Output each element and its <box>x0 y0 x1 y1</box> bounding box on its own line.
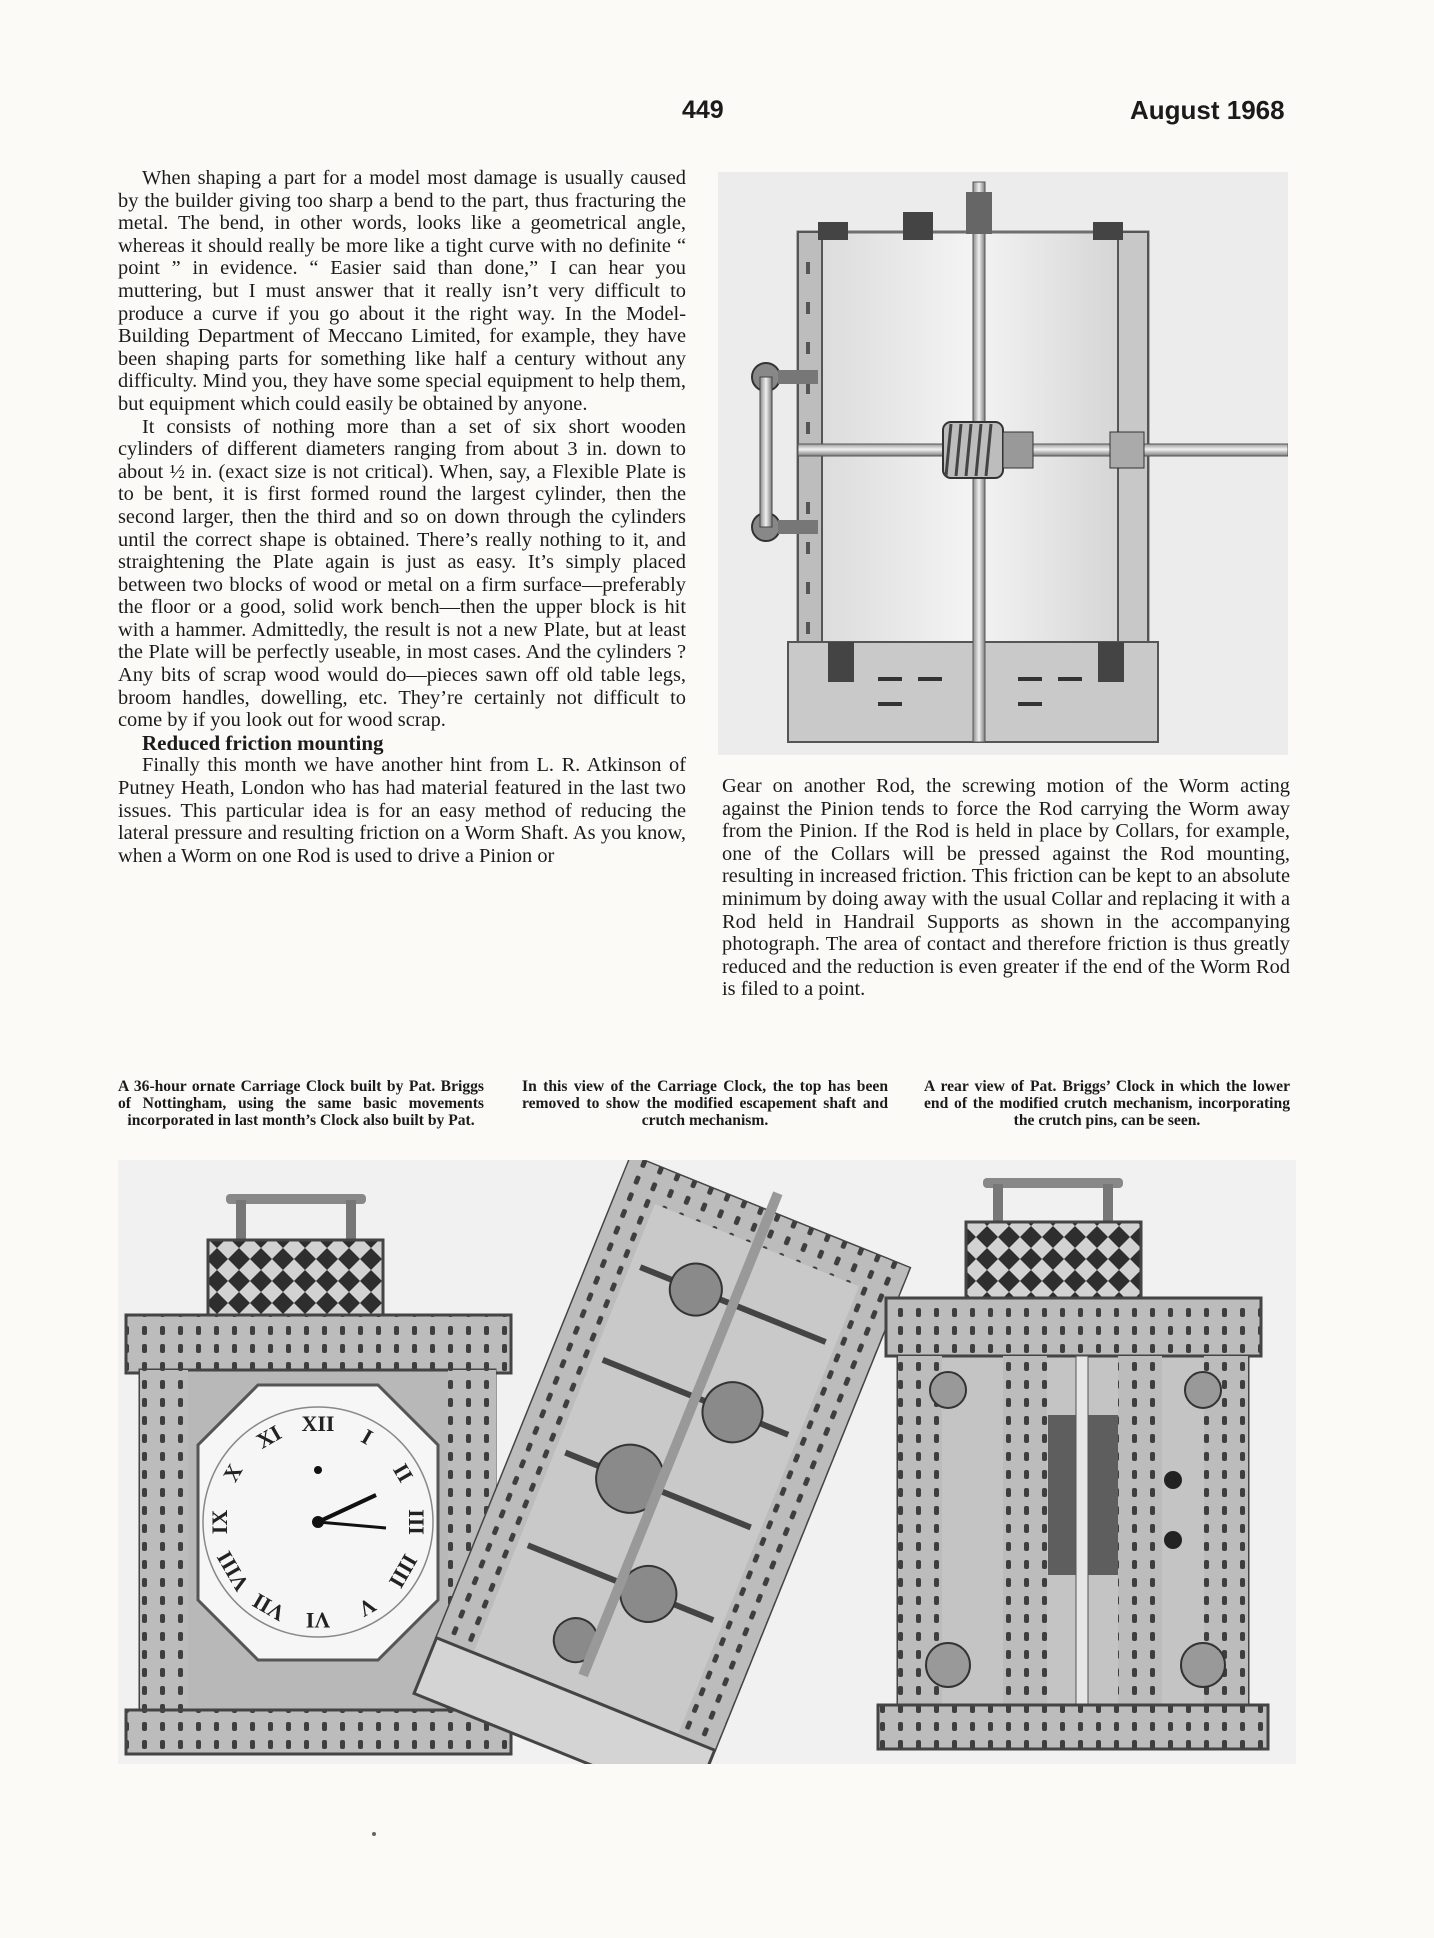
issue-date: August 1968 <box>1130 95 1285 125</box>
caption-carriage-clock-front: A 36-hour ornate Carriage Clock built by Pat. Briggs of Nottingham, using the same basic movements incorporated in last month’s Clock also built by Pat. <box>118 1078 484 1129</box>
photo-worm-shaft-mounting <box>718 172 1288 755</box>
photo-carriage-clock-views <box>118 1160 1296 1764</box>
subheading-reduced-friction: Reduced friction mounting <box>142 730 384 755</box>
clock-numeral: I <box>357 1423 378 1450</box>
clock-numeral: VIII <box>211 1546 254 1596</box>
clock-numeral: IX <box>207 1509 232 1535</box>
paragraph-shaping: When shaping a part for a model most damage is usually caused by the builder giving too sharp a bend to the part, thus fracturing the metal. The bend, in other words, looks like a geometrical angle, whereas it should really be more like a tight curve with no definite “ point ” in evidence. “ Easier said than done,” I can hear you muttering, but I must answer that it really isn’t very difficult to produce a curve if you go about it the right way. In the Model-Building Department of Meccano Limited, for example, they have been shaping parts for something like half a century without any difficulty. Mind you, they have some special equipment to help them, but equipment which could easily be obtained by anyone. <box>118 167 686 415</box>
clock-numeral: VI <box>305 1608 331 1633</box>
clock-numeral: X <box>217 1459 248 1486</box>
clock-numeral: VII <box>248 1588 290 1627</box>
paragraph-worm-gear: Gear on another Rod, the screwing motion of the Worm acting against the Pinion tends to force the Rod carrying the Worm away from the Pinion. If the Rod is held in place by Collars, for example, one of the Collars will be pressed against the Rod mounting, resulting in increased friction. This friction can be kept to an absolute minimum by doing away with the usual Collar and replacing it with a Rod held in Handrail Supports as shown in the accompanying photograph. The area of contact and therefore friction is thus greatly reduced and the reduction is even greater if the end of the Worm Rod is filed to a point. <box>722 775 1290 1001</box>
page-number: 449 <box>682 96 724 124</box>
article-left-column <box>118 167 686 867</box>
article-right-column <box>722 775 1290 1001</box>
paragraph-friction-hint: Finally this month we have another hint from L. R. Atkinson of Putney Heath, London who has had material featured in the last two issues. This particular idea is for an easy method of reducing the lateral pressure and resulting friction on a Worm Shaft. As you know, when a Worm on one Rod is used to drive a Pinion or <box>118 754 686 867</box>
clock-numeral: III <box>404 1509 429 1535</box>
clock-numeral: XII <box>301 1411 335 1436</box>
clock-numeral: IIII <box>383 1550 423 1593</box>
caption-carriage-clock-top-removed: In this view of the Carriage Clock, the top has been removed to show the modified escapement shaft and crutch mechanism. <box>522 1078 888 1129</box>
clock-numeral: XI <box>251 1419 286 1454</box>
print-speck <box>372 1832 376 1836</box>
caption-carriage-clock-rear: A rear view of Pat. Briggs’ Clock in which the lower end of the modified crutch mechanism, incorporating the crutch pins, can be seen. <box>924 1078 1290 1129</box>
clock-numeral: V <box>354 1592 381 1623</box>
clock-numeral: II <box>388 1459 419 1487</box>
paragraph-cylinders: It consists of nothing more than a set of six short wooden cylinders of different diameters ranging from about 3 in. down to about ½ in. (exact size is not critical). When, say, a Flexible Plate is to be bent, it is first formed round the largest cylinder, then the second larger, then the third and so on down through the cylinders until the correct shape is obtained. There’s really nothing to it, and straightening the Plate again is just as easy. It’s simply placed between two blocks of wood or metal on a firm surface—preferably the floor or a good, solid work bench—then the upper block is hit with a hammer. Admittedly, the result is not a new Plate, but at least the Plate will be perfectly useable, in most cases. And the cylinders ? Any bits of scrap wood would do—pieces sawn off old table legs, broom handles, dowelling, etc. They’re certainly not difficult to come by if you look out for wood scrap. <box>118 415 686 732</box>
